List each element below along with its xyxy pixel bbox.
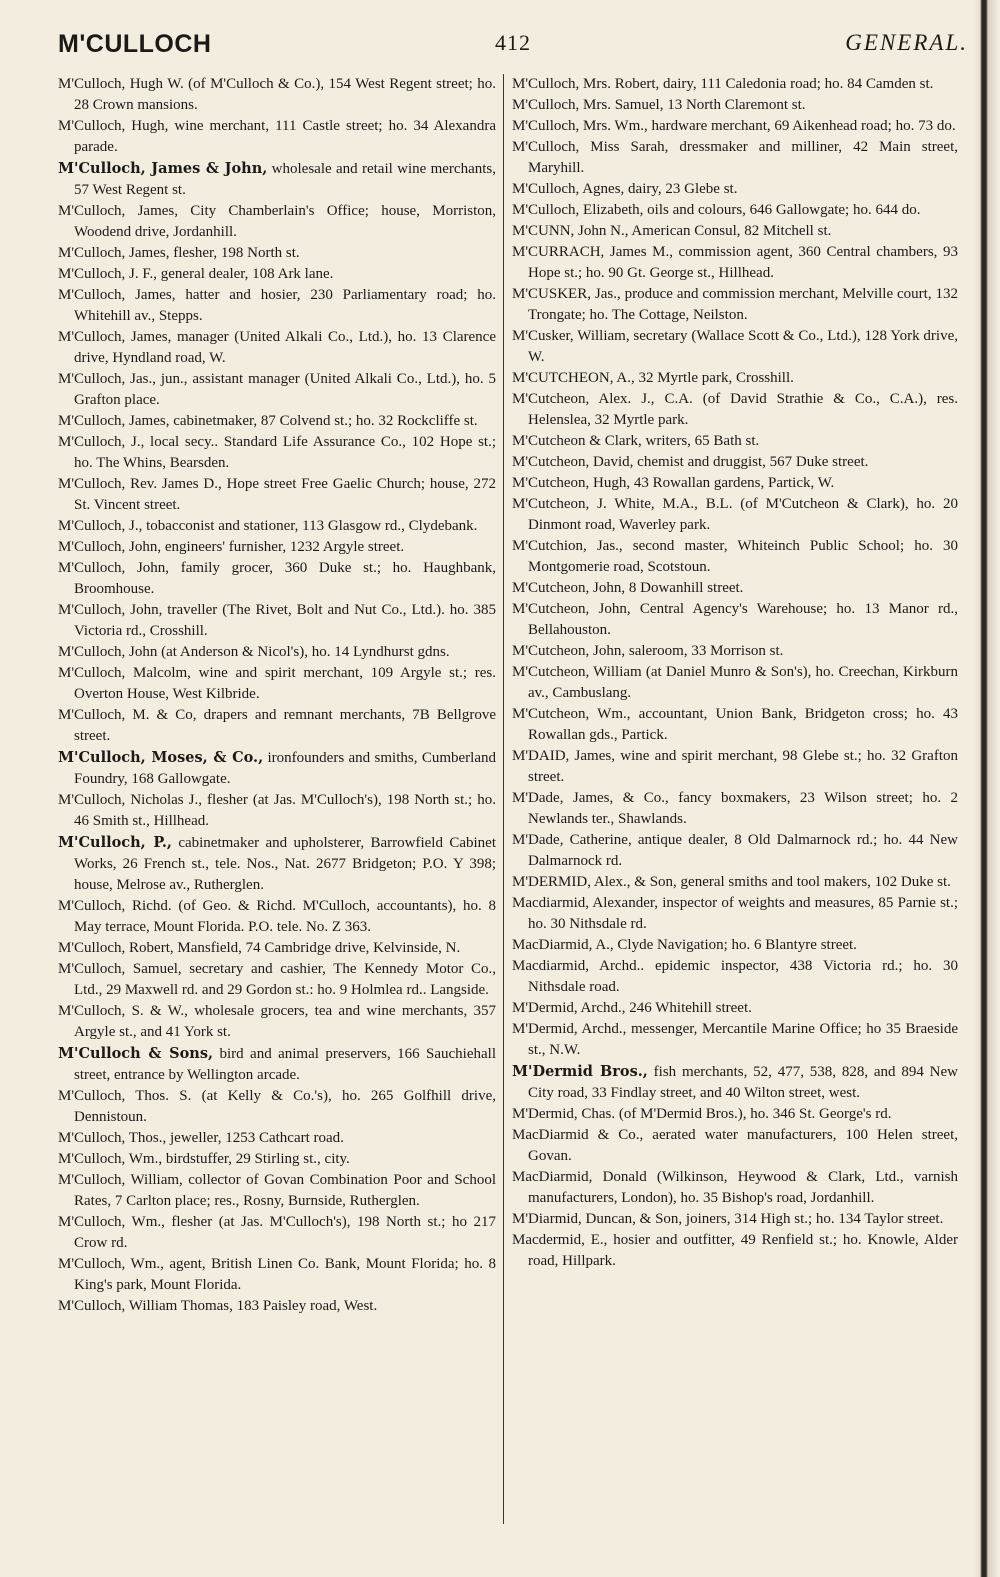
entry-text: M'Culloch, John, family grocer, 360 Duke st.; ho. Haughbank, Broomhouse. [58,560,496,597]
directory-entry [512,536,958,578]
directory-entry [512,1104,958,1125]
directory-entry [58,432,496,474]
directory-entry [58,790,496,832]
entry-text: M'Culloch, Mrs. Wm., hardware merchant, 69 Aikenhead road; ho. 73 do. [512,118,956,134]
directory-entry [512,494,958,536]
entry-text: M'Culloch, John (at Anderson & Nicol's), ho. 14 Lyndhurst gdns. [58,644,450,660]
entry-text: M'DERMID, Alex., & Son, general smiths and tool makers, 102 Duke st. [512,874,951,890]
entry-text: M'Culloch, James, cabinetmaker, 87 Colvend st.; ho. 32 Rockcliffe st. [58,413,478,429]
entry-text: M'Cutcheon, John, Central Agency's Warehouse; ho. 13 Manor rd., Bellahouston. [512,601,958,638]
directory-entry [58,1170,496,1212]
entry-text: M'Culloch, James, flesher, 198 North st. [58,245,300,261]
entry-text: Macdiarmid, Alexander, inspector of weights and measures, 85 Parnie st.; ho. 30 Nithsdale rd. [512,895,958,932]
entry-text: M'Cusker, William, secretary (Wallace Scott & Co., Ltd.), 128 York drive, W. [512,328,958,365]
directory-entry [512,452,958,473]
directory-entry [58,327,496,369]
directory-entry [512,788,958,830]
directory-entry [512,116,958,137]
directory-entry [58,558,496,600]
column-divider [503,74,504,1524]
directory-entry [58,663,496,705]
directory-column-left [58,74,496,1524]
directory-entry [58,959,496,1001]
entry-text: M'Culloch, Samuel, secretary and cashier, The Kennedy Motor Co., Ltd., 29 Maxwell rd. and 29 Gordon st.: ho. 9 Holmlea rd.. Langside. [58,961,496,998]
entry-text: M'Dade, James, & Co., fancy boxmakers, 23 Wilson street; ho. 2 Newlands ter., Shawlands. [512,790,958,827]
entry-text: M'CUNN, John N., American Consul, 82 Mitchell st. [512,223,832,239]
entry-text: M'Culloch, Nicholas J., flesher (at Jas. M'Culloch's), 198 North st.; ho. 46 Smith st., Hillhead. [58,792,496,829]
entry-text: M'Dermid, Archd., 246 Whitehill street. [512,1000,752,1016]
directory-entry [58,600,496,642]
entry-text: M'Culloch, Wm., agent, British Linen Co. Bank, Mount Florida; ho. 8 King's park, Mount Florida. [58,1256,496,1293]
entry-text: M'Culloch, M. & Co, drapers and remnant merchants, 7B Bellgrove street. [58,707,496,744]
directory-entry [58,642,496,663]
directory-entry [512,599,958,641]
entry-text: bird and animal preservers, 166 Sauchiehall street, entrance by Wellington arcade. [74,1046,496,1083]
entry-text: MacDiarmid & Co., aerated water manufacturers, 100 Helen street, Govan. [512,1127,958,1164]
entry-text: M'DAID, James, wine and spirit merchant, 98 Glebe st.; ho. 32 Grafton street. [512,748,958,785]
directory-entry [512,578,958,599]
directory-entry [512,137,958,179]
directory-entry [58,264,496,285]
entry-text: M'Culloch, Thos., jeweller, 1253 Cathcart road. [58,1130,344,1146]
directory-entry [58,369,496,411]
directory-entry [512,179,958,200]
directory-entry [512,389,958,431]
directory-entry [512,1167,958,1209]
entry-text: ironfounders and smiths, Cumberland Foundry, 168 Gallowgate. [74,750,496,787]
entry-text: M'CUSKER, Jas., produce and commission merchant, Melville court, 132 Trongate; ho. The Cottage, Neilston. [512,286,958,323]
directory-entry [58,285,496,327]
directory-entry [58,1212,496,1254]
entry-text: M'Culloch, William, collector of Govan Combination Poor and School Rates, 7 Carlton place; res., Rosny, Burnside, Rutherglen. [58,1172,496,1209]
directory-entry [512,368,958,389]
entry-text: M'CURRACH, James M., commission agent, 360 Central chambers, 93 Hope st.; ho. 90 Gt. George st., Hillhead. [512,244,958,281]
entry-text: M'Culloch, Richd. (of Geo. & Richd. M'Culloch, accountants), ho. 8 May terrace, Mount Florida. P.O. tele. No. Z 363. [58,898,496,935]
entry-bold-name: M'Culloch, P., [58,834,172,851]
entry-text: M'Culloch, Malcolm, wine and spirit merchant, 109 Argyle st.; res. Overton House, West Kilbride. [58,665,496,702]
directory-entry [58,74,496,116]
entry-text: M'Culloch, Thos. S. (at Kelly & Co.'s), ho. 265 Golfhill drive, Dennistoun. [58,1088,496,1125]
directory-entry [512,956,958,998]
entry-text: M'Culloch, Wm., birdstuffer, 29 Stirling st., city. [58,1151,350,1167]
entry-text: M'Culloch, Rev. James D., Hope street Free Gaelic Church; house, 272 St. Vincent street. [58,476,496,513]
directory-entry [58,1296,496,1317]
directory-entry [58,938,496,959]
entry-bold-name: M'Dermid Bros., [512,1063,648,1080]
entry-text: M'Culloch, John, engineers' furnisher, 1232 Argyle street. [58,539,405,555]
entry-text: M'Dermid, Chas. (of M'Dermid Bros.), ho. 346 St. George's rd. [512,1106,892,1122]
entry-text: M'Cutcheon, William (at Daniel Munro & Son's), ho. Creechan, Kirkburn av., Cambuslang. [512,664,958,701]
entry-text: M'Culloch, James, manager (United Alkali Co., Ltd.), ho. 13 Clarence drive, Hyndland road, W. [58,329,496,366]
entry-text: M'Cutcheon, John, saleroom, 33 Morrison st. [512,643,784,659]
directory-entry [58,516,496,537]
directory-entry [512,95,958,116]
directory-entry [512,893,958,935]
entry-text: M'Culloch, Wm., flesher (at Jas. M'Culloch's), 198 North st.; ho 217 Crow rd. [58,1214,496,1251]
entry-text: M'Culloch, Elizabeth, oils and colours, 646 Gallowgate; ho. 644 do. [512,202,921,218]
entry-text: M'Cutcheon & Clark, writers, 65 Bath st. [512,433,760,449]
entry-text: Macdiarmid, Archd.. epidemic inspector, 438 Victoria rd.; ho. 30 Nithsdale road. [512,958,958,995]
entry-text: M'Cutcheon, David, chemist and druggist, 567 Duke street. [512,454,869,470]
directory-entry [58,243,496,264]
entry-text: M'Cutchion, Jas., second master, Whiteinch Public School; ho. 30 Montgomerie road, Scotstoun. [512,538,958,575]
entry-text: M'Culloch, J., local secy.. Standard Life Assurance Co., 102 Hope st.; ho. The Whins, Bearsden. [58,434,496,471]
page-number: 412 [495,30,531,55]
running-head-name: M'CULLOCH [58,30,212,58]
entry-text: Macdermid, E., hosier and outfitter, 49 Renfield st.; ho. Knowle, Alder road, Hillpark. [512,1232,958,1269]
directory-entry [58,1043,496,1086]
directory-entry [512,326,958,368]
entry-text: M'Culloch, J., tobacconist and stationer, 113 Glasgow rd., Clydebank. [58,518,478,534]
entry-text: M'Culloch, Mrs. Samuel, 13 North Claremont st. [512,97,806,113]
directory-entry [512,221,958,242]
entry-text: M'Cutcheon, John, 8 Dowanhill street. [512,580,744,596]
entry-text: M'CUTCHEON, A., 32 Myrtle park, Crosshill. [512,370,794,386]
directory-entry [512,935,958,956]
directory-entry [512,200,958,221]
directory-entry [512,74,958,95]
entry-text: M'Cutcheon, Alex. J., C.A. (of David Strathie & Co., C.A.), res. Helenslea, 32 Myrtle park. [512,391,958,428]
directory-entry [58,1086,496,1128]
entry-bold-name: M'Culloch & Sons, [58,1045,214,1062]
entry-text: fish merchants, 52, 477, 538, 828, and 894 New City road, 33 Findlay street, and 40 Wilton street, west. [528,1064,958,1101]
directory-entry [512,704,958,746]
entry-text: wholesale and retail wine merchants, 57 West Regent st. [74,161,496,198]
directory-entry [58,201,496,243]
entry-text: M'Culloch, James, hatter and hosier, 230 Parliamentary road; ho. Whitehill av., Stepps. [58,287,496,324]
directory-entry [512,1230,958,1272]
directory-entry [512,998,958,1019]
directory-entry [512,662,958,704]
directory-entry [512,1125,958,1167]
page-header [58,28,968,62]
entry-text: cabinetmaker and upholsterer, Barrowfield Cabinet Works, 26 French st., tele. Nos., Nat. 2677 Bridgeton; P.O. Y 398; house, Melrose av., Rutherglen. [74,835,496,893]
entry-text: M'Cutcheon, Wm., accountant, Union Bank, Bridgeton cross; ho. 43 Rowallan gds., Partick. [512,706,958,743]
directory-entry [58,411,496,432]
directory-entry [58,474,496,516]
directory-entry [512,872,958,893]
entry-text: M'Culloch, John, traveller (The Rivet, Bolt and Nut Co., Ltd.). ho. 385 Victoria rd., Crosshill. [58,602,496,639]
entry-text: M'Culloch, Miss Sarah, dressmaker and milliner, 42 Main street, Maryhill. [512,139,958,176]
directory-entry [512,746,958,788]
entry-text: M'Culloch, Hugh W. (of M'Culloch & Co.), 154 West Regent street; ho. 28 Crown mansions. [58,76,496,113]
directory-entry [58,1254,496,1296]
entry-text: M'Culloch, James, City Chamberlain's Office; house, Morriston, Woodend drive, Jordanhill. [58,203,496,240]
page-binding-edge [974,0,1000,1577]
directory-entry [512,1061,958,1104]
entry-bold-name: M'Culloch, Moses, & Co., [58,749,264,766]
entry-text: M'Culloch, S. & W., wholesale grocers, tea and wine merchants, 357 Argyle st., and 41 York st. [58,1003,496,1040]
directory-entry [58,832,496,896]
entry-text: M'Culloch, Robert, Mansfield, 74 Cambridge drive, Kelvinside, N. [58,940,461,956]
entry-text: MacDiarmid, Donald (Wilkinson, Heywood & Clark, Ltd., varnish manufacturers, London), ho. 35 Bishop's road, Jordanhill. [512,1169,958,1206]
directory-entry [512,473,958,494]
entry-text: M'Diarmid, Duncan, & Son, joiners, 314 High st.; ho. 134 Taylor street. [512,1211,944,1227]
directory-entry [512,284,958,326]
directory-entry [58,537,496,558]
directory-entry [512,830,958,872]
entry-text: MacDiarmid, A., Clyde Navigation; ho. 6 Blantyre street. [512,937,857,953]
directory-entry [512,1019,958,1061]
entry-text: M'Culloch, Hugh, wine merchant, 111 Castle street; ho. 34 Alexandra parade. [58,118,496,155]
directory-entry [58,1001,496,1043]
directory-entry [512,242,958,284]
directory-entry [58,116,496,158]
directory-entry [58,158,496,201]
directory-entry [512,641,958,662]
entry-text: M'Dermid, Archd., messenger, Mercantile Marine Office; ho 35 Braeside st., N.W. [512,1021,958,1058]
entry-text: M'Cutcheon, Hugh, 43 Rowallan gardens, Partick, W. [512,475,835,491]
entry-text: M'Culloch, Jas., jun., assistant manager (United Alkali Co., Ltd.), ho. 5 Grafton place. [58,371,496,408]
directory-entry [58,705,496,747]
directory-column-right [512,74,958,1524]
running-head-section: GENERAL. [845,30,968,55]
entry-text: M'Culloch, Agnes, dairy, 23 Glebe st. [512,181,738,197]
entry-text: M'Cutcheon, J. White, M.A., B.L. (of M'Cutcheon & Clark), ho. 20 Dinmont road, Waverley park. [512,496,958,533]
directory-entry [58,747,496,790]
directory-entry [512,1209,958,1230]
entry-text: M'Dade, Catherine, antique dealer, 8 Old Dalmarnock rd.; ho. 44 New Dalmarnock rd. [512,832,958,869]
entry-text: M'Culloch, Mrs. Robert, dairy, 111 Caledonia road; ho. 84 Camden st. [512,76,934,92]
directory-entry [58,896,496,938]
directory-entry [58,1149,496,1170]
directory-entry [58,1128,496,1149]
directory-entry [512,431,958,452]
entry-text: M'Culloch, J. F., general dealer, 108 Ark lane. [58,266,334,282]
entry-text: M'Culloch, William Thomas, 183 Paisley road, West. [58,1298,378,1314]
entry-bold-name: M'Culloch, James & John, [58,160,268,177]
